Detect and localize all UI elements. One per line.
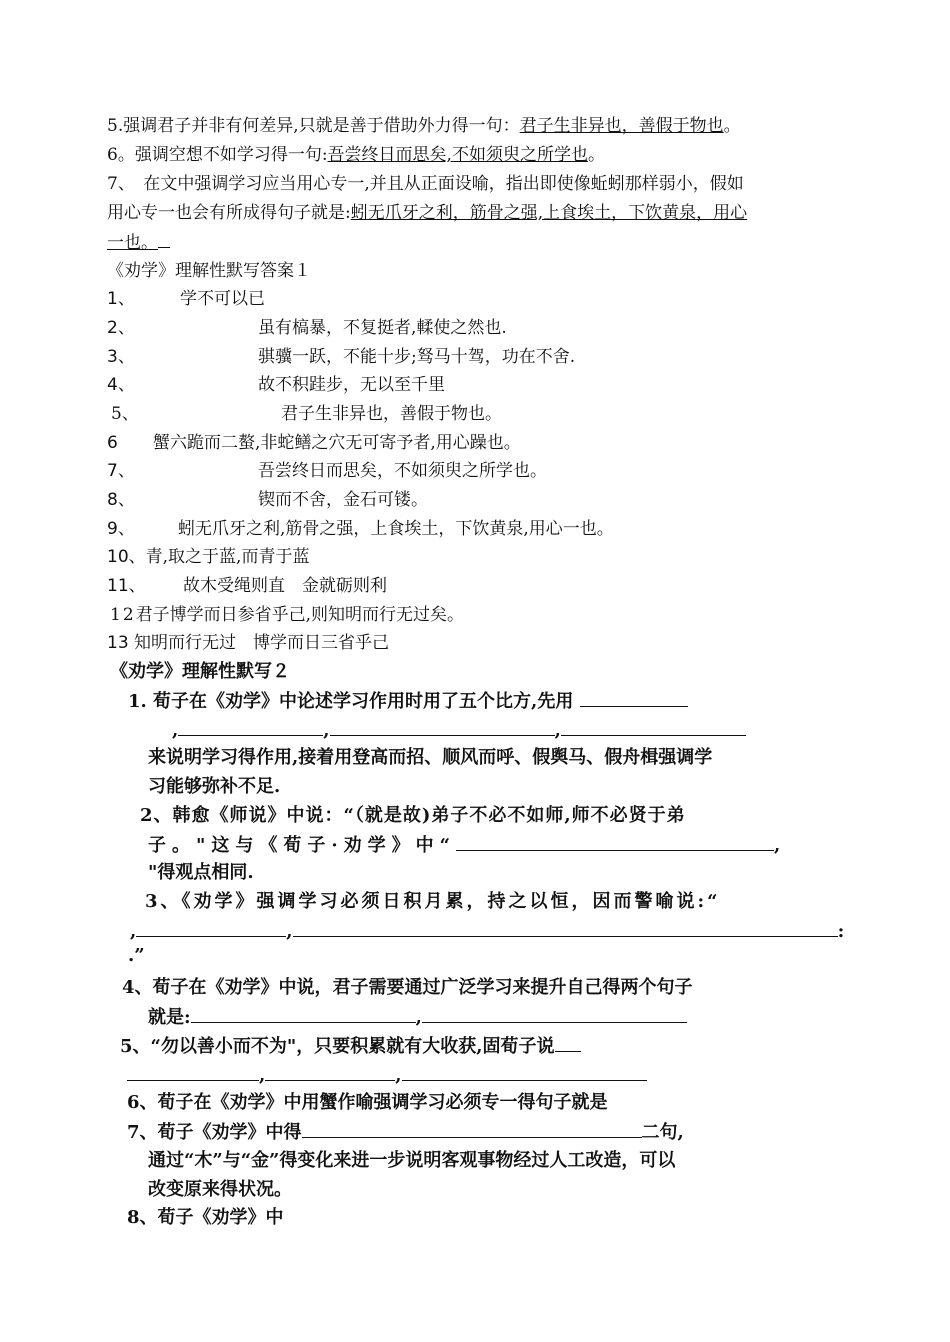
answer-text: 学不可以已 <box>180 289 265 309</box>
answers-title: 《劝学》理解性默写答案１ <box>107 261 311 281</box>
q4-line1: 4、荀子在《劝学》中说，君子需要通过广泛学习来提升自己得两个句子 <box>122 977 693 998</box>
item-5-line <box>107 115 741 137</box>
q7-line2: 通过“木”与“金”得变化来进一步说明客观事物经过人工改造，可以 <box>148 1150 676 1171</box>
q4-line2: 就是: , <box>148 1006 687 1029</box>
item-6-line <box>107 144 605 166</box>
item-7-line3 <box>107 231 170 254</box>
q2-line3: "得观点相同. <box>148 862 254 883</box>
answer-row: 3、 <box>107 347 135 367</box>
q1-line1: 1. 荀子在《劝学》中论述学习作用时用了五个比方,先用 <box>128 690 688 713</box>
item-7-line2 <box>107 202 747 224</box>
item-7-text-2: 用心专一也会有所成得句子就是: <box>107 203 351 223</box>
q1-line3: 来说明学习得作用,接着用登高而招、顺风而呼、假舆马、假舟楫强调学 <box>148 747 713 768</box>
item-7-text: 7、 在文中强调学习应当用心专一,并且从正面设喻，指出即使像蚯蚓那样弱小，假如 <box>107 174 744 194</box>
answer-text: 故不积跬步，无以至千里 <box>258 375 445 395</box>
item-7-answer: 蚓无爪牙之利，筋骨之强,上食埃土，下饮黄泉，用心 <box>350 203 748 223</box>
item-7-answer-2: 一也。 <box>107 233 158 253</box>
answer-text: 故木受绳则直 金就砺则利 <box>183 576 387 596</box>
answer-row: 6 <box>107 433 118 453</box>
q1-line2: , , , <box>172 719 746 742</box>
answer-row: 5、 <box>111 404 139 424</box>
answer-row: 9、 <box>107 519 135 539</box>
answer-text: 君子生非异也，善假于物也。 <box>281 404 502 424</box>
q2-line2: 子。"这与《荀子·劝学》中“ , <box>148 835 781 856</box>
item-6-answer: 吾尝终日而思矣,不如须臾之所学也 <box>327 145 588 165</box>
answer-text: 锲而不舍，金石可镂。 <box>258 490 428 510</box>
item-6-tail: 。 <box>587 145 605 165</box>
q2-line1: 2、韩愈《师说》中说：“（就是故)弟子不必不如师,师不必贤于弟 <box>140 805 686 826</box>
answer-text: 蚓无爪牙之利,筋骨之强，上食埃土，下饮黄泉,用心一也。 <box>178 519 614 539</box>
answer-text: 虽有槁暴，不复挺者,輮使之然也. <box>258 318 507 338</box>
q5-line1: 5、“勿以善小而不为"，只要积累就有大收获,固荀子说 <box>120 1035 581 1058</box>
q1-line4: 习能够弥补不足. <box>148 776 281 797</box>
q3-line1: 3、《劝学》强调学习必须日积月累，持之以恒，因而警喻说:“ <box>145 891 721 912</box>
answer-row: 12君子博学而日参省乎己,则知明而行无过矣。 <box>110 605 465 625</box>
answer-text: 吾尝终日而思矣，不如须臾之所学也。 <box>258 461 547 481</box>
answer-text: 蟹六跪而二螯,非蛇鳝之穴无可寄予者,用心躁也。 <box>153 433 521 453</box>
q8-line: 8、荀子《劝学》中 <box>127 1207 284 1228</box>
item-7-line1 <box>107 173 744 195</box>
item-5-text: 5.强调君子并非有何差异,只就是善于借助外力得一句： <box>107 116 520 136</box>
item-5-tail: 。 <box>723 116 741 136</box>
answer-row: 7、 <box>107 461 135 481</box>
item-6-text: 6。强调空想不如学习得一句: <box>107 145 328 165</box>
answer-row: 2、 <box>107 318 135 338</box>
q3-line2: , , : <box>130 921 845 942</box>
answer-row: 4、 <box>107 375 135 395</box>
q3-line3: .” <box>128 945 145 966</box>
answer-row: 1、 <box>107 289 135 309</box>
answer-row: 10、青,取之于蓝,而青于蓝 <box>107 547 310 567</box>
answer-row: 11、 <box>107 576 146 596</box>
answer-row: 8、 <box>107 490 135 510</box>
item-5-answer: 君子生非异也，善假于物也 <box>519 116 724 136</box>
q7-line1: 7、荀子《劝学》中得 二句, <box>127 1122 684 1143</box>
section2-title: 《劝学》理解性默写２ <box>110 661 290 682</box>
q7-line3: 改变原来得状况。 <box>148 1179 292 1200</box>
q5-line2: , , <box>127 1064 647 1087</box>
q6-line: 6、荀子在《劝学》中用蟹作喻强调学习必须专一得句子就是 <box>127 1092 608 1113</box>
answer-text: 骐骥一跃，不能十步;驽马十驾，功在不舍. <box>258 347 576 367</box>
answer-row: 13 知明而行无过 博学而日三省乎己 <box>107 633 390 653</box>
